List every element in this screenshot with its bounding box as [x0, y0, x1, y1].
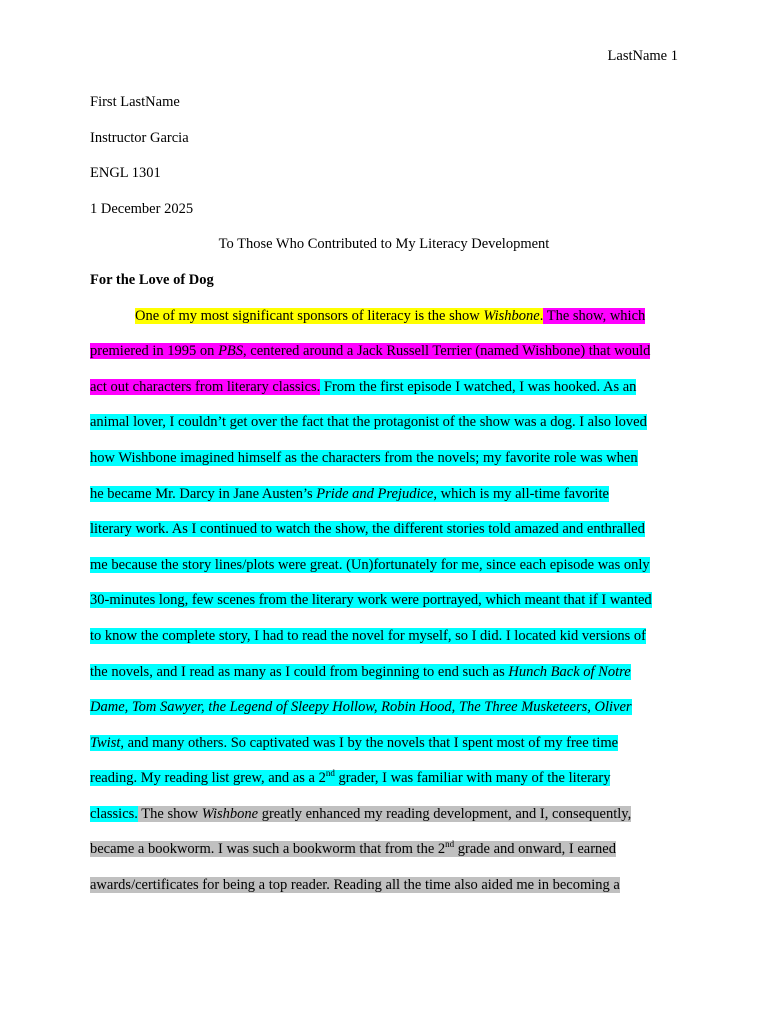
document-body	[90, 85, 678, 904]
student-name: First LastName	[90, 94, 180, 110]
paragraph-line	[90, 548, 678, 584]
highlight-cyan: 30-minutes long, few scenes from the literary work were portrayed, which meant that if I wanted	[90, 592, 652, 609]
body-paragraph	[90, 299, 678, 904]
paragraph-line	[90, 761, 678, 797]
highlight-magenta: premiered in 1995 on PBS, centered around a Jack Russell Terrier (named Wishbone) that would	[90, 343, 651, 360]
highlight-yellow: One of my most significant sponsors of literacy is the show Wishbone.	[135, 307, 544, 324]
highlight-cyan: reading. My reading list grew, and as a 2nd grader, I was familiar with many of the literary	[90, 768, 611, 787]
running-head: LastName 1	[607, 48, 678, 64]
paragraph-line	[90, 441, 678, 477]
paragraph-line	[90, 655, 678, 691]
paragraph-line	[90, 477, 678, 513]
highlight-cyan: literary work. As I continued to watch the show, the different stories told amazed and enthralled	[90, 521, 645, 538]
paragraph-line	[90, 299, 678, 335]
instructor-name: Instructor Garcia	[90, 129, 189, 146]
paragraph-line	[90, 405, 678, 441]
highlight-cyan: how Wishbone imagined himself as the characters from the novels; my favorite role was when	[90, 449, 638, 466]
highlight-cyan: the novels, and I read as many as I could from beginning to end such as Hunch Back of Notre	[90, 663, 631, 680]
highlight-gray: became a bookworm. I was such a bookworm that from the 2nd grade and onward, I earned	[90, 839, 616, 858]
highlight-cyan: animal lover, I couldn’t get over the fact that the protagonist of the show was a dog. I also loved	[90, 414, 647, 431]
paragraph-line	[90, 583, 678, 619]
highlight-magenta: act out characters from literary classics.	[90, 378, 321, 395]
highlight-gray: The show Wishbone greatly enhanced my reading development, and I, consequently,	[137, 805, 632, 822]
highlight-cyan: Twist, and many others. So captivated was I by the novels that I spent most of my free time	[90, 734, 619, 751]
highlight-cyan: Dame, Tom Sawyer, the Legend of Sleepy Hollow, Robin Hood, The Three Musketeers, Oliver	[90, 699, 632, 716]
highlight-cyan: From the first episode I watched, I was hooked. As an	[320, 378, 637, 395]
paragraph-line	[90, 832, 678, 868]
paragraph-line	[90, 334, 678, 370]
paragraph-line	[90, 619, 678, 655]
paragraph-line	[90, 868, 678, 904]
highlight-cyan: classics.	[90, 805, 138, 822]
paragraph-line	[90, 512, 678, 548]
paragraph-line	[90, 370, 678, 406]
highlight-gray: awards/certificates for being a top reader. Reading all the time also aided me in becoming a	[90, 877, 620, 894]
highlight-cyan: he became Mr. Darcy in Jane Austen’s Pride and Prejudice, which is my all-time favorite	[90, 485, 609, 502]
course-name: ENGL 1301	[90, 165, 161, 182]
paragraph-line	[90, 726, 678, 762]
essay-title: To Those Who Contributed to My Literacy Development	[218, 236, 550, 253]
paragraph-line	[90, 797, 678, 833]
paragraph-line	[90, 690, 678, 726]
document-date: 1 December 2025	[90, 200, 194, 217]
highlight-magenta: The show, which	[543, 307, 646, 324]
highlight-cyan: me because the story lines/plots were great. (Un)fortunately for me, since each episode was only	[90, 556, 650, 573]
section-heading: For the Love of Dog	[90, 271, 214, 288]
highlight-cyan: to know the complete story, I had to read the novel for myself, so I did. I located kid versions of	[90, 627, 646, 644]
